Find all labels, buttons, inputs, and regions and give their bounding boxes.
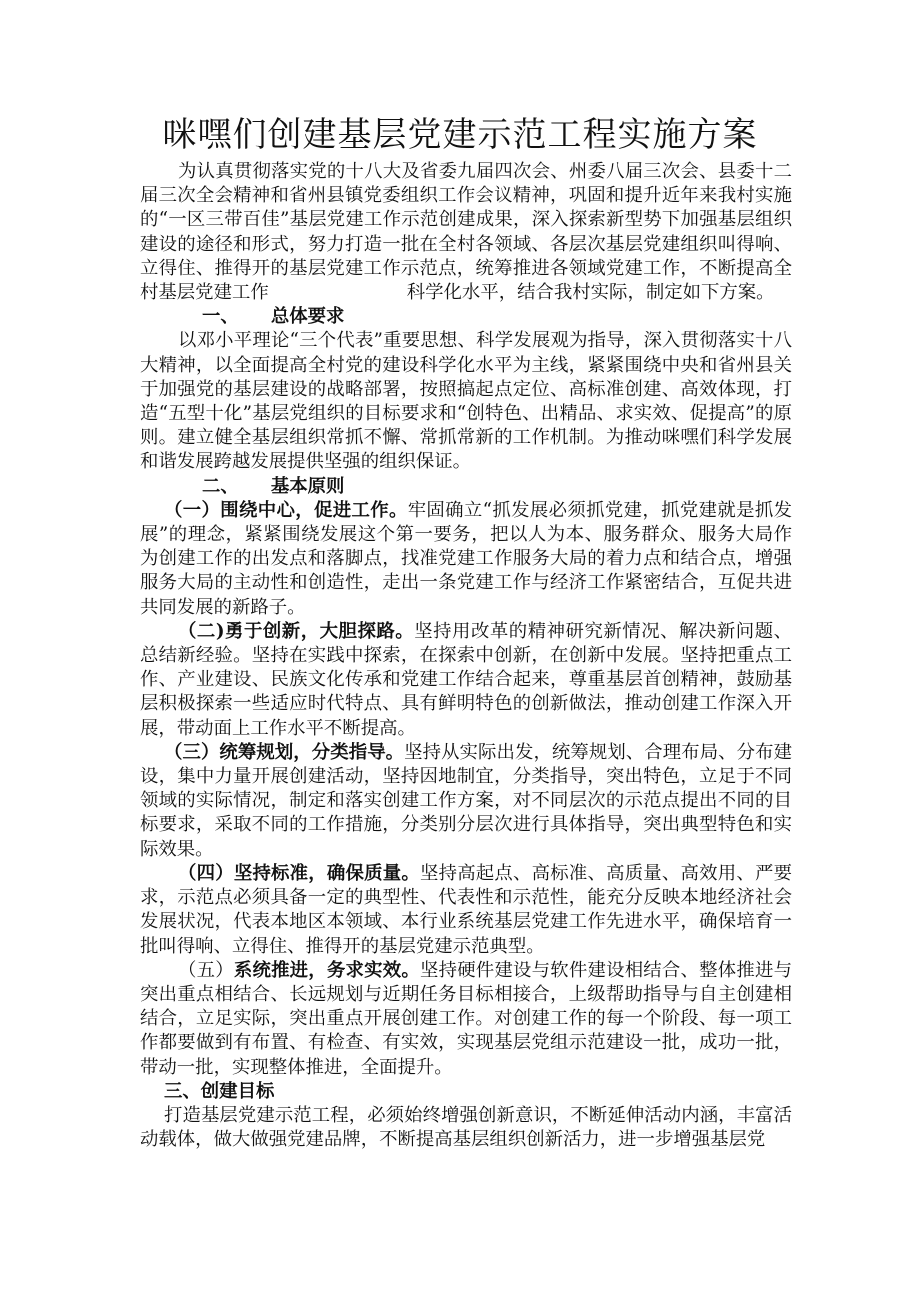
principle-4-paragraph	[140, 862, 792, 959]
section2-number: 二、	[202, 475, 239, 497]
intro-paragraph	[140, 160, 792, 305]
document-body	[140, 160, 792, 1152]
intro-text-part2: 科学化水平，结合我村实际，制定如下方案。	[406, 282, 775, 304]
principle-3-label: （三）统筹规划，分类指导。	[164, 741, 405, 763]
section3-paragraph: 打造基层党建示范工程，必须始终增强创新意识，不断延伸活动内涵，丰富活动载体，做大做强党建品牌，不断提高基层组织创新活力，进一步增强基层党	[140, 1104, 792, 1151]
principle-2-text: 坚持用改革的精神研究新情况、解决新问题、总结新经验。坚持在实践中探索，在探索中创新，在创新中发展。坚持把重点工作、产业建设、民族文化传承和党建工作结合起来，尊重基层首创精神，鼓励基层积极探索一些适应时代特点、具有鲜明特色的创新做法，推动创建工作深入开展，带动面上工作水平不断提高。	[140, 620, 792, 739]
section2-heading	[140, 475, 792, 499]
section1-title: 总体要求	[270, 306, 345, 328]
principle-2-label: （二)勇于创新，大胆探路。	[178, 620, 415, 642]
principle-3-paragraph	[140, 741, 792, 862]
section2-title: 基本原则	[270, 475, 345, 497]
principle-5-label: 系统推进，务求实效。	[233, 959, 420, 981]
principle-4-label: （四）坚持标准，确保质量。	[178, 862, 420, 884]
section1-paragraph: 以邓小平理论“三个代表”重要思想、科学发展观为指导，深入贯彻落实十八大精神，以全面提高全村党的建设科学化水平为主线，紧紧围绕中央和省州县关于加强党的基层建设的战略部署，按照搞起点定位、高标准创建、高效体现，打造“五型十化”基层党组织的目标要求和“创特色、出精品、求实效、促提高”的原则。建立健全基层组织常抓不懈、常抓常新的工作机制。为推动咪嘿们科学发展和谐发展跨越发展提供坚强的组织保证。	[140, 330, 792, 473]
principle-5-paragraph	[140, 959, 792, 1080]
principle-1-text: 牢固确立“抓发展必须抓党建，抓党建就是抓发展”的理念，紧紧围绕发展这个第一要务，把以人为本、服务群众、服务大局作为创建工作的出发点和落脚点，找准党建工作服务大局的着力点和结合点，增强服务大局的主动性和创造性，走出一条党建工作与经济工作紧密结合，互促共进共同发展的新路子。	[140, 499, 792, 618]
principle-1-paragraph	[140, 499, 792, 620]
principle-5-text: 坚持硬件建设与软件建设相结合、整体推进与突出重点相结合、长远规划与近期任务目标相接合，上级帮助指导与自主创建相结合，立足实际，突出重点开展创建工作。对创建工作的每一个阶段、每一项工作都要做到有布置、有检查、有实效，实现基层党组示范建设一批，成功一批，带动一批，实现整体推进，全面提升。	[140, 959, 792, 1078]
principle-3-text: 坚持从实际出发，统筹规划、合理布局、分布建设，集中力量开展创建活动，坚持因地制宜，分类指导，突出特色，立足于不同领域的实际情况，制定和落实创建工作方案，对不同层次的示范点提出不同的目标要求，采取不同的工作措施，分类别分层次进行具体指导，突出典型特色和实际效果。	[140, 741, 792, 860]
section1-number: 一、	[202, 306, 239, 328]
principle-1-label: （一）围绕中心，促进工作。	[164, 499, 408, 521]
section3-heading: 三、创建目标	[164, 1080, 275, 1102]
principle-4-text: 坚持高起点、高标准、高质量、高效用、严要求，示范点必须具备一定的典型性、代表性和示范性，能充分反映本地经济社会发展状况，代表本地区本领域、本行业系统基层党建工作先进水平，确保培育一批叫得响、立得住、推得开的基层党建示范典型。	[140, 862, 792, 957]
document-title: 咪嘿们创建基层党建示范工程实施方案	[162, 115, 758, 155]
principle-5-number: （五）	[178, 959, 234, 981]
section1-heading	[140, 305, 792, 329]
principle-2-paragraph	[140, 620, 792, 741]
intro-text-part1: 为认真贯彻落实党的十八大及省委九届四次会、州委八届三次会、县委十二届三次全会精神和省州县镇党委组织工作会议精神，巩固和提升近年来我村实施的“一区三带百佳”基层党建工作示范创建成果，深入探索新型势下加强基层组织建设的途径和形式，努力打造一批在全村各领域、各层次基层党建组织叫得响、立得住、推得开的基层党建工作示范点，统筹推进各领域党建工作，不断提高全村基层党建工作	[140, 161, 792, 304]
